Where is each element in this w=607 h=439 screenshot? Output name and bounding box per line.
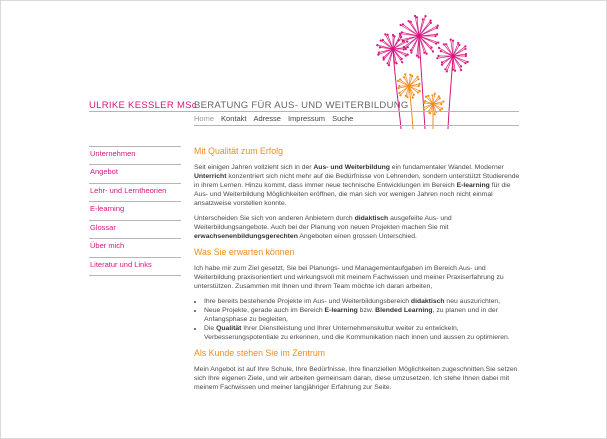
sidebar [89, 146, 181, 276]
list-item: • Neue Projekte, gerade auch im Bereich E-learning bzw. Blended Learning, zu planen und in der Anfangsphase zu begleiten, [204, 306, 524, 324]
paragraph-intro: Seit einigen Jahren vollzieht sich in der Aus- und Weiterbildung ein fundamentaler Wandel. Moderner Unterricht konzentriert sich nicht mehr auf die Bedürfnisse von Lehrenden, sondern unterstützt Studierende in ihrem Lernen. Hinzu kommt, dass immer neue technische Entwicklungen im Bereich E-learning für die Aus- und Weiterbildung Möglichkeiten eröffnen, die man sich vor wenigen Jahren noch nicht einmal ansatzweise vorstellen konnte. [194, 164, 520, 207]
nav-suche[interactable]: Suche [332, 114, 354, 123]
section-title-kunde: Als Kunde stehen Sie im Zentrum [194, 348, 326, 358]
list-item: • Die Qualität Ihrer Dienstleistung und Ihrer Unternehmenskultur weiter zu entwickeln, Verbesserungspotentiale zu erkennen, und die Kommunikation nach innen und aussen zu optimieren. [204, 324, 524, 342]
sidebar-item-glossar[interactable]: Glossar [89, 221, 181, 240]
sidebar-item-elearning[interactable]: E-learning [89, 202, 181, 221]
sidebar-item-angebot[interactable]: Angebot [89, 165, 181, 184]
nav-impressum[interactable]: Impressum [287, 114, 326, 123]
goals-list [194, 297, 524, 342]
sidebar-item-lerntheorien[interactable]: Lehr- und Lerntheorien [89, 184, 181, 203]
list-item: • Ihre bereits bestehende Projekte im Aus- und Weiterbildungsbereich didaktisch neu auszurichten, [204, 297, 524, 306]
paragraph-angebot: Mein Angebot ist auf Ihre Schule, Ihre Bedürfnisse, Ihre finanziellen Möglichkeiten zugeschnitten.Sie setzen sich Ihre eigenen Ziele, und wir arbeiten gemeinsam daran, diese umzusetzen. Ich stehe Ihnen dabei mit meinem Fachwissen und meiner langjähriger Erfahrung zur Seite. [194, 366, 518, 391]
top-nav [194, 114, 353, 123]
sidebar-item-ueber-mich[interactable]: Über mich [89, 239, 181, 258]
nav-home[interactable]: Home [194, 114, 215, 123]
tagline: BERATUNG FÜR AUS- UND WEITERBILDUNG [194, 100, 409, 111]
header-divider [89, 111, 519, 112]
section-title-qualitaet: Mit Qualität zum Erfolg [194, 146, 283, 156]
paragraph-ziel: Ich habe mir zum Ziel gesetzt, Sie bei Planungs- und Managementaufgaben im Bereich Aus- und Weiterbildung praxisorientiert und wirkungsvoll mit meinem Fachwissen und meiner Praxiserfahrung zu unterstützen. Zusammen mit Ihnen und Ihrem Team möchte ich daran arbeiten, [194, 265, 504, 290]
section-title-erwarten: Was Sie erwarten können [194, 247, 295, 257]
main-content [194, 146, 524, 398]
nav-kontakt[interactable]: Kontakt [221, 114, 247, 123]
brand-name[interactable]: ULRIKE KESSLER MSc [89, 100, 197, 111]
nav-adresse[interactable]: Adresse [253, 114, 281, 123]
nav-divider [194, 125, 519, 126]
sidebar-item-literatur[interactable]: Literatur und Links [89, 258, 181, 277]
paragraph-didaktik: Unterscheiden Sie sich von anderen Anbietern durch didaktisch ausgefeilte Aus- und Weiterbildungsangebote. Auch bei der Planung von neuen Projekten machen Sie mit erwachsenenbildungsgerechten Angeboten einen grossen Unterschied. [194, 215, 452, 240]
sidebar-item-unternehmen[interactable]: Unternehmen [89, 146, 181, 165]
brand-suffix: MSc [176, 100, 197, 111]
